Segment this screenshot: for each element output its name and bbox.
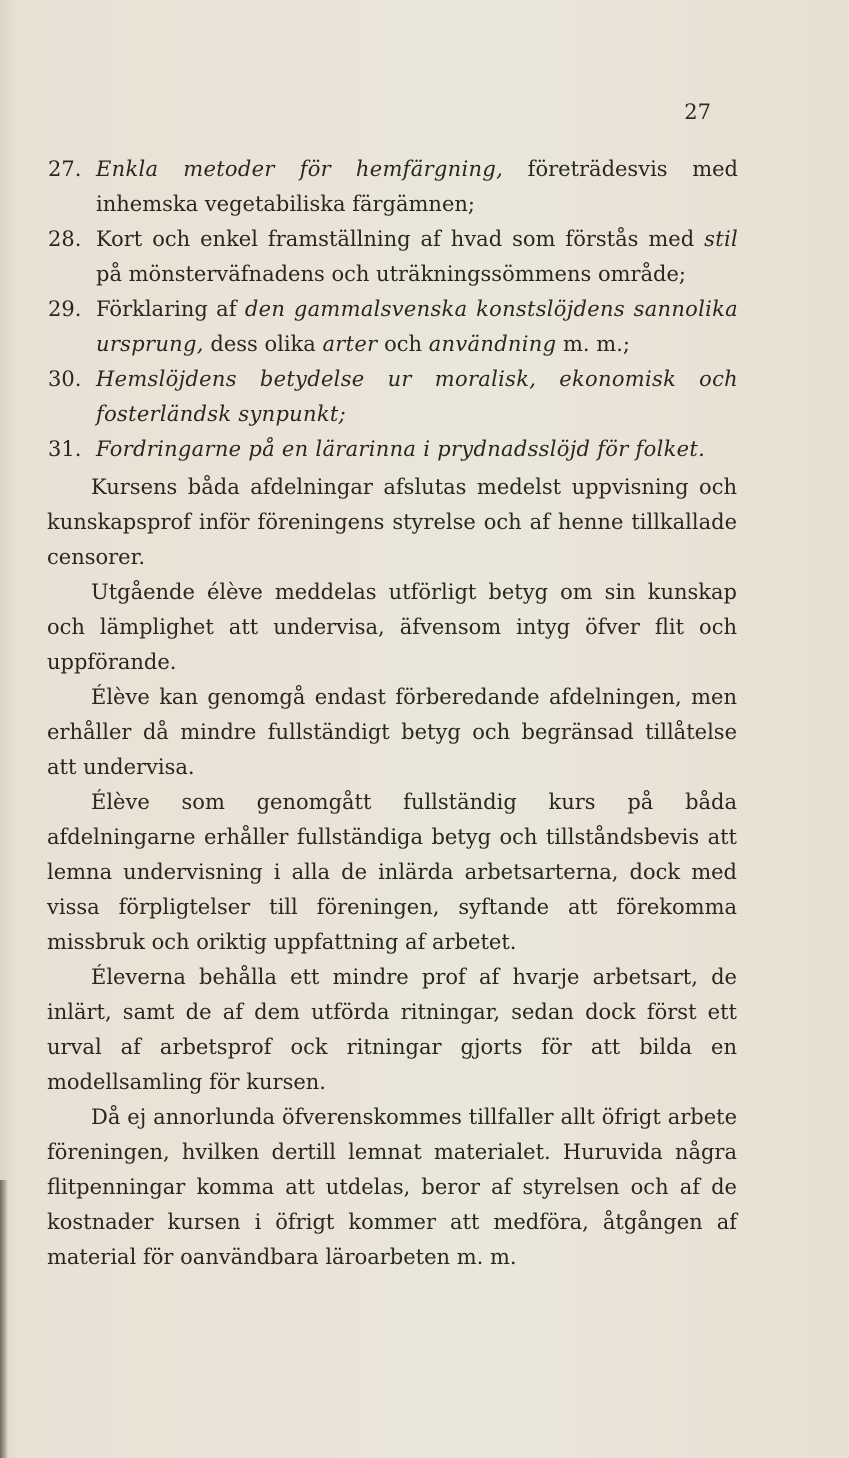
list-item-number: 28. [48,227,82,251]
list-item-number: 30. [48,367,82,391]
list-item-30 [48,362,738,432]
body-text [47,470,737,1275]
list-item-27 [48,152,738,222]
paragraph: Utgående élève meddelas utförligt betyg om sin kunskap och lämplighet att undervisa, äfvensom intyg öfver flit och uppförande. [47,580,737,674]
list-item-31 [48,432,738,467]
numbered-list [48,152,738,467]
page-number: 27 [684,100,711,124]
paragraph: Då ej annorlunda öfverenskommes tillfaller allt öfrigt arbete föreningen, hvilken dertill lemnat materialet. Huruvida några flitpenningar komma att utdelas, beror af styrelsen och af de kostnader kursen i öfrigt kommer att medföra, åtgången af material för oanvändbara läroarbeten m. m. [47,1105,737,1269]
paragraph: Kursens båda afdelningar afslutas medelst uppvisning och kunskapsprof inför föreningens styrelse och af henne tillkallade censorer. [47,475,737,569]
binding-edge [0,1180,8,1458]
list-item-number: 27. [48,157,82,181]
paragraph: Éleverna behålla ett mindre prof af hvarje arbetsart, de inlärt, samt de af dem utförda ritningar, sedan dock först ett urval af arbetsprof ock ritningar gjorts för att bilda en modellsamling för kursen. [47,965,737,1094]
list-item-number: 29. [48,297,82,321]
list-item-29 [48,292,738,362]
list-item-text: Enkla metoder för hemfärgning, företrädesvis med inhemska vegetabiliska färgämnen; [96,157,738,216]
list-item-text: Hemslöjdens betydelse ur moralisk, ekonomisk och fosterländsk synpunkt; [96,367,738,426]
list-item-text: Förklaring af den gammalsvenska konstslöjdens sannolika ursprung, dess olika arter och användning m. m.; [96,297,738,356]
list-item-text: Fordringarne på en lärarinna i prydnadsslöjd för folket. [96,437,706,461]
list-item-28 [48,222,738,292]
list-item-text: Kort och enkel framställning af hvad som förstås med stil på mönsterväfnadens och uträkningssömmens område; [96,227,738,286]
list-item-number: 31. [48,437,82,461]
paragraph: Élève kan genomgå endast förberedande afdelningen, men erhåller då mindre fullständigt betyg och begränsad tillåtelse att undervisa. [47,685,737,779]
paragraph: Élève som genomgått fullständig kurs på båda afdelningarne erhåller fullständiga betyg och tillståndsbevis att lemna undervisning i alla de inlärda arbetsarterna, dock med vissa förpligtelser till föreningen, syftande att förekomma missbruk och oriktig uppfattning af arbetet. [47,790,737,954]
